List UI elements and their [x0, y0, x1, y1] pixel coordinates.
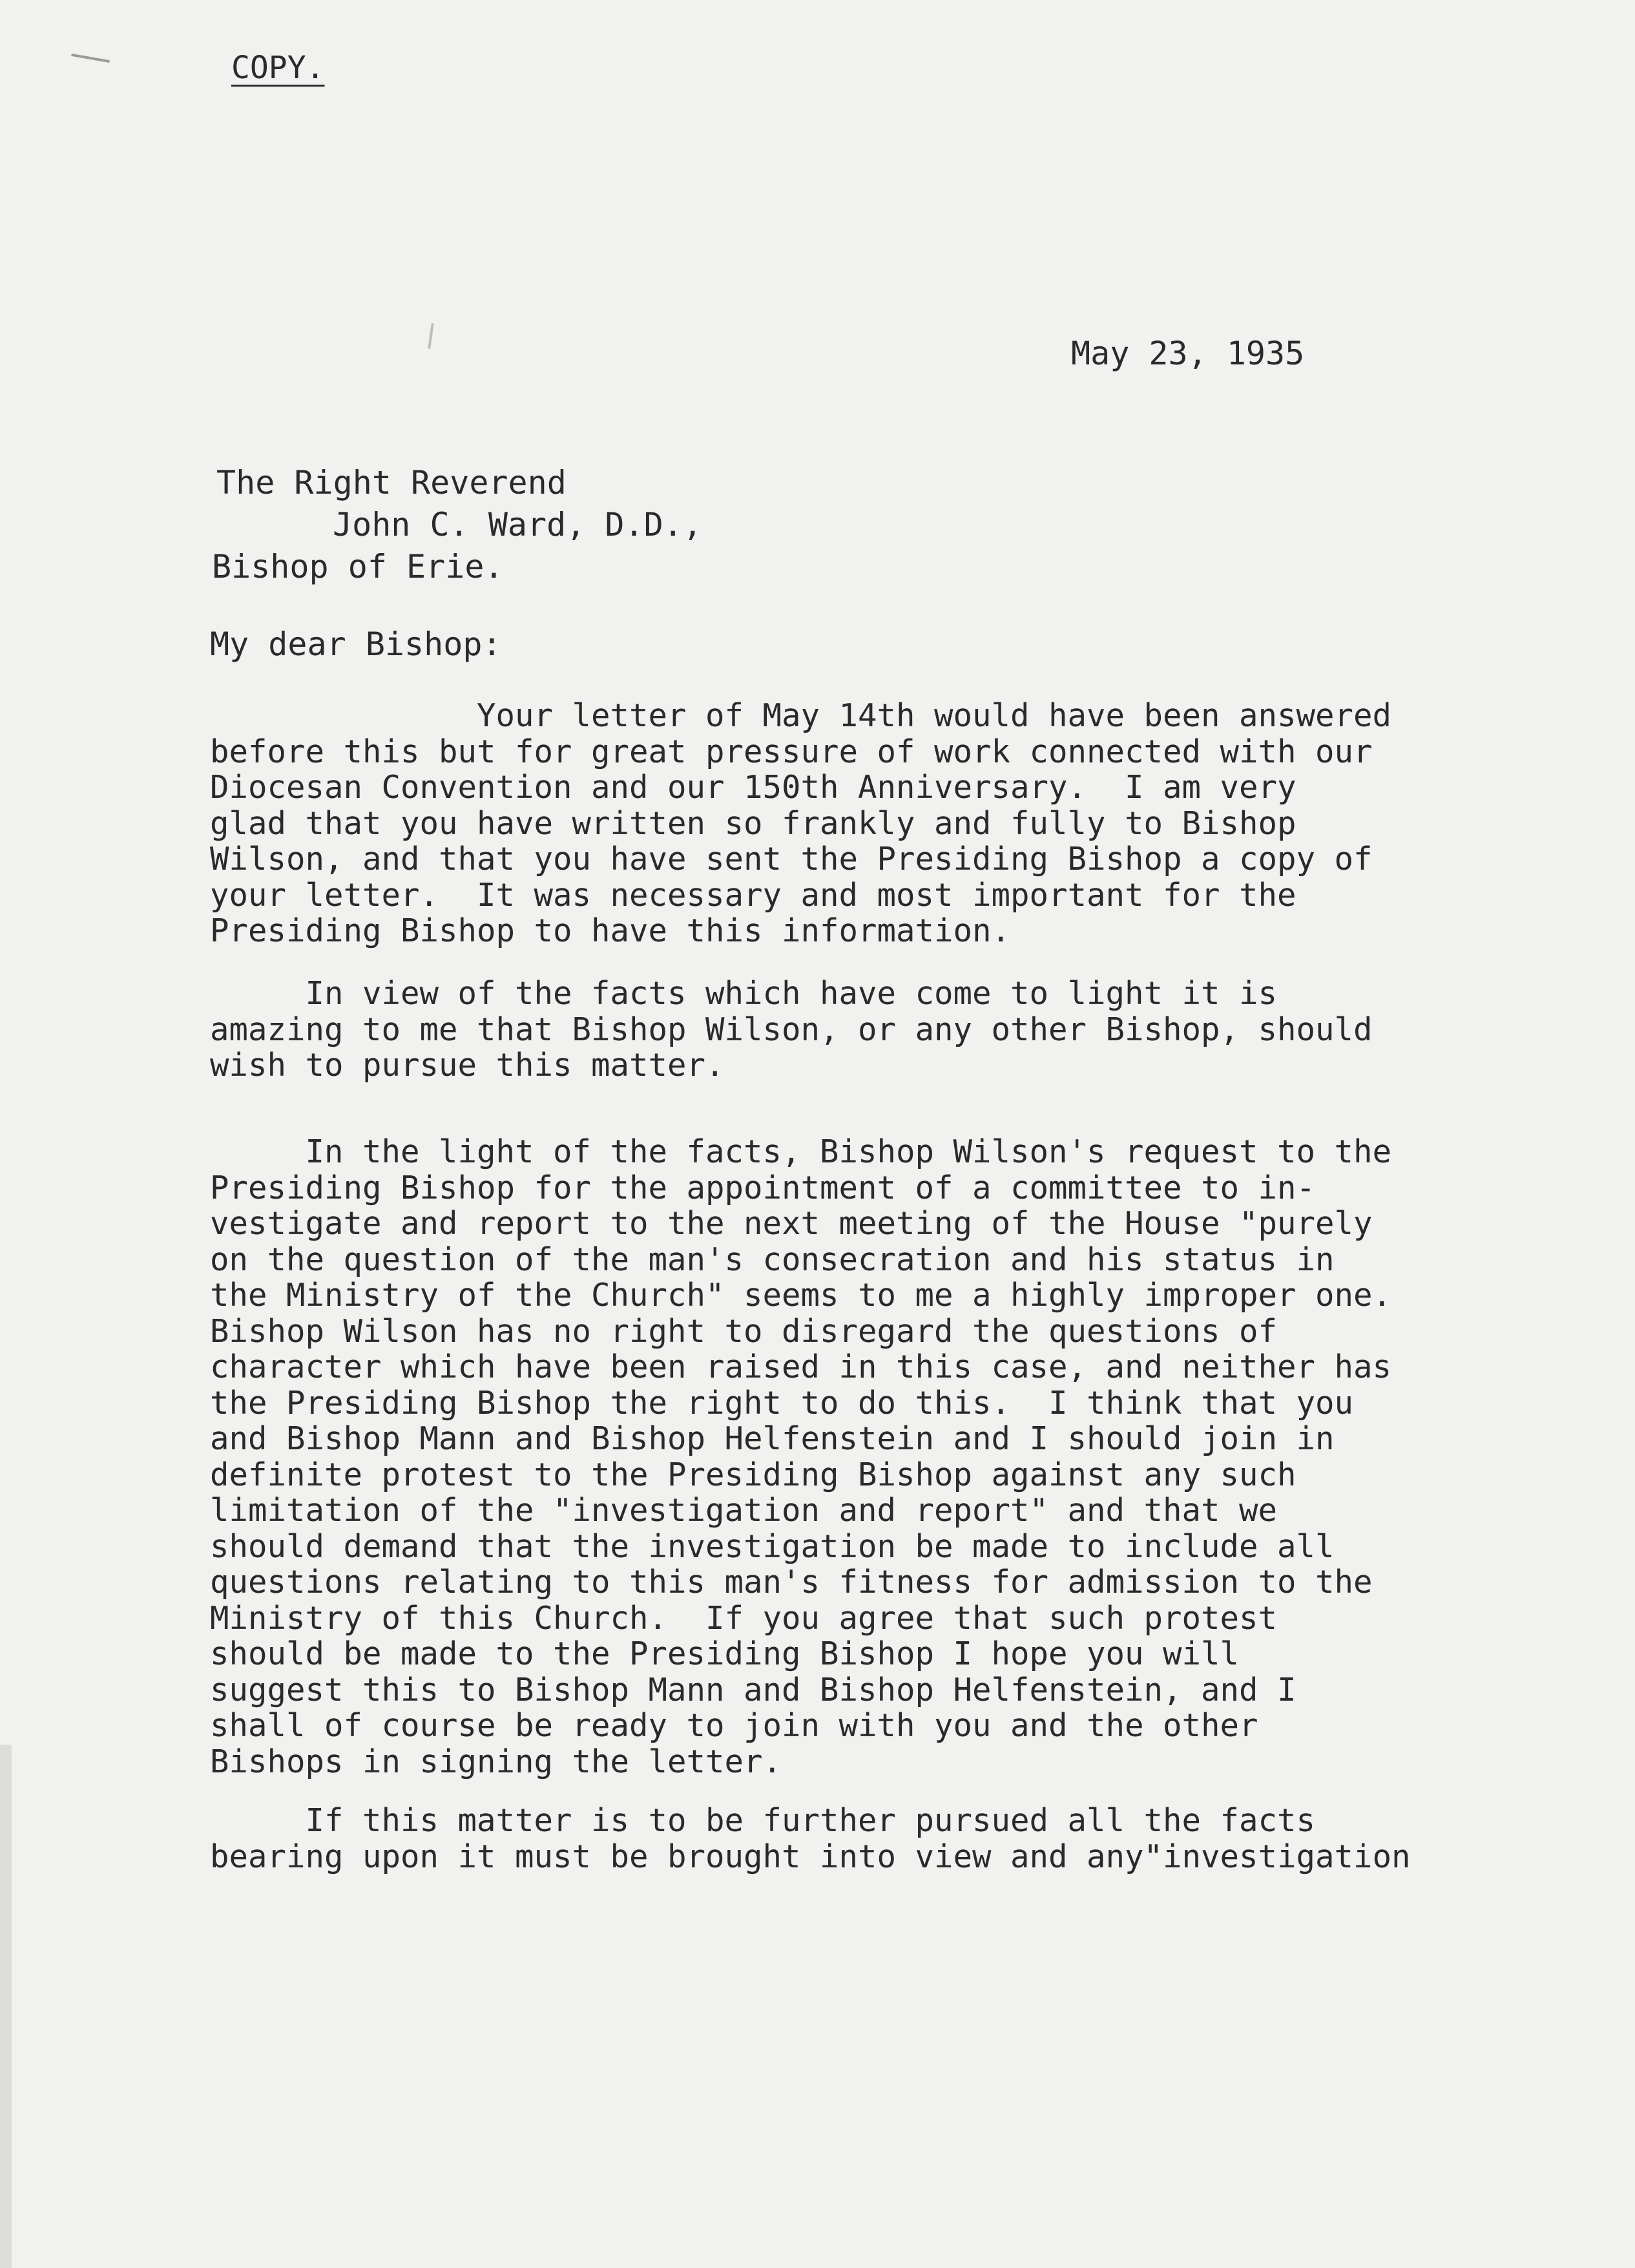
ink-mark — [71, 54, 110, 63]
copy-label: COPY. — [231, 50, 325, 86]
paragraph-1: Your letter of May 14th would have been answered before this but for great pressure of work connected with our Diocesan Convention and our 150th Anniversary. I am very glad that you have written so frankly and fully to Bishop Wilson, and that you have sent the Presiding Bishop a copy of your letter. It was necessary and most important for the Presiding Bishop to have this information. — [210, 697, 1392, 949]
ink-mark — [428, 323, 434, 349]
paragraph-3: In the light of the facts, Bishop Wilson's request to the Presiding Bishop for the appointment of a committee to in- vestigate and report to the next meeting of the House "purely on the question of the man's consecration and his status in the Ministry of the Church" seems to me a highly improper one. Bishop Wilson has no right to disregard the questions of character which have been raised in this case, and neither has the Presiding Bishop the right to do this. I think that you and Bishop Mann and Bishop Helfenstein and I should join in definite protest to the Presiding Bishop against any such limitation of the "investigation and report" and that we should demand that the investigation be made to include all questions relating to this man's fitness for admission to the Ministry of this Church. If you agree that such protest should be made to the Presiding Bishop I hope you will suggest this to Bishop Mann and Bishop Helfenstein, and I shall of course be ready to join with you and the other Bishops in signing the letter. — [210, 1133, 1392, 1780]
paper-edge — [0, 1745, 12, 2268]
recipient-name: John C. Ward, D.D., — [333, 506, 702, 543]
letter-date: May 23, 1935 — [1071, 335, 1305, 372]
recipient-title: The Right Reverend — [216, 464, 567, 501]
paragraph-2: In view of the facts which have come to light it is amazing to me that Bishop Wilson, or any other Bishop, should wish to pursue this matter. — [210, 975, 1373, 1084]
salutation: My dear Bishop: — [210, 625, 502, 663]
paragraph-4: If this matter is to be further pursued all the facts bearing upon it must be brought into view and any"investigation — [210, 1802, 1411, 1875]
recipient-office: Bishop of Erie. — [212, 548, 504, 585]
